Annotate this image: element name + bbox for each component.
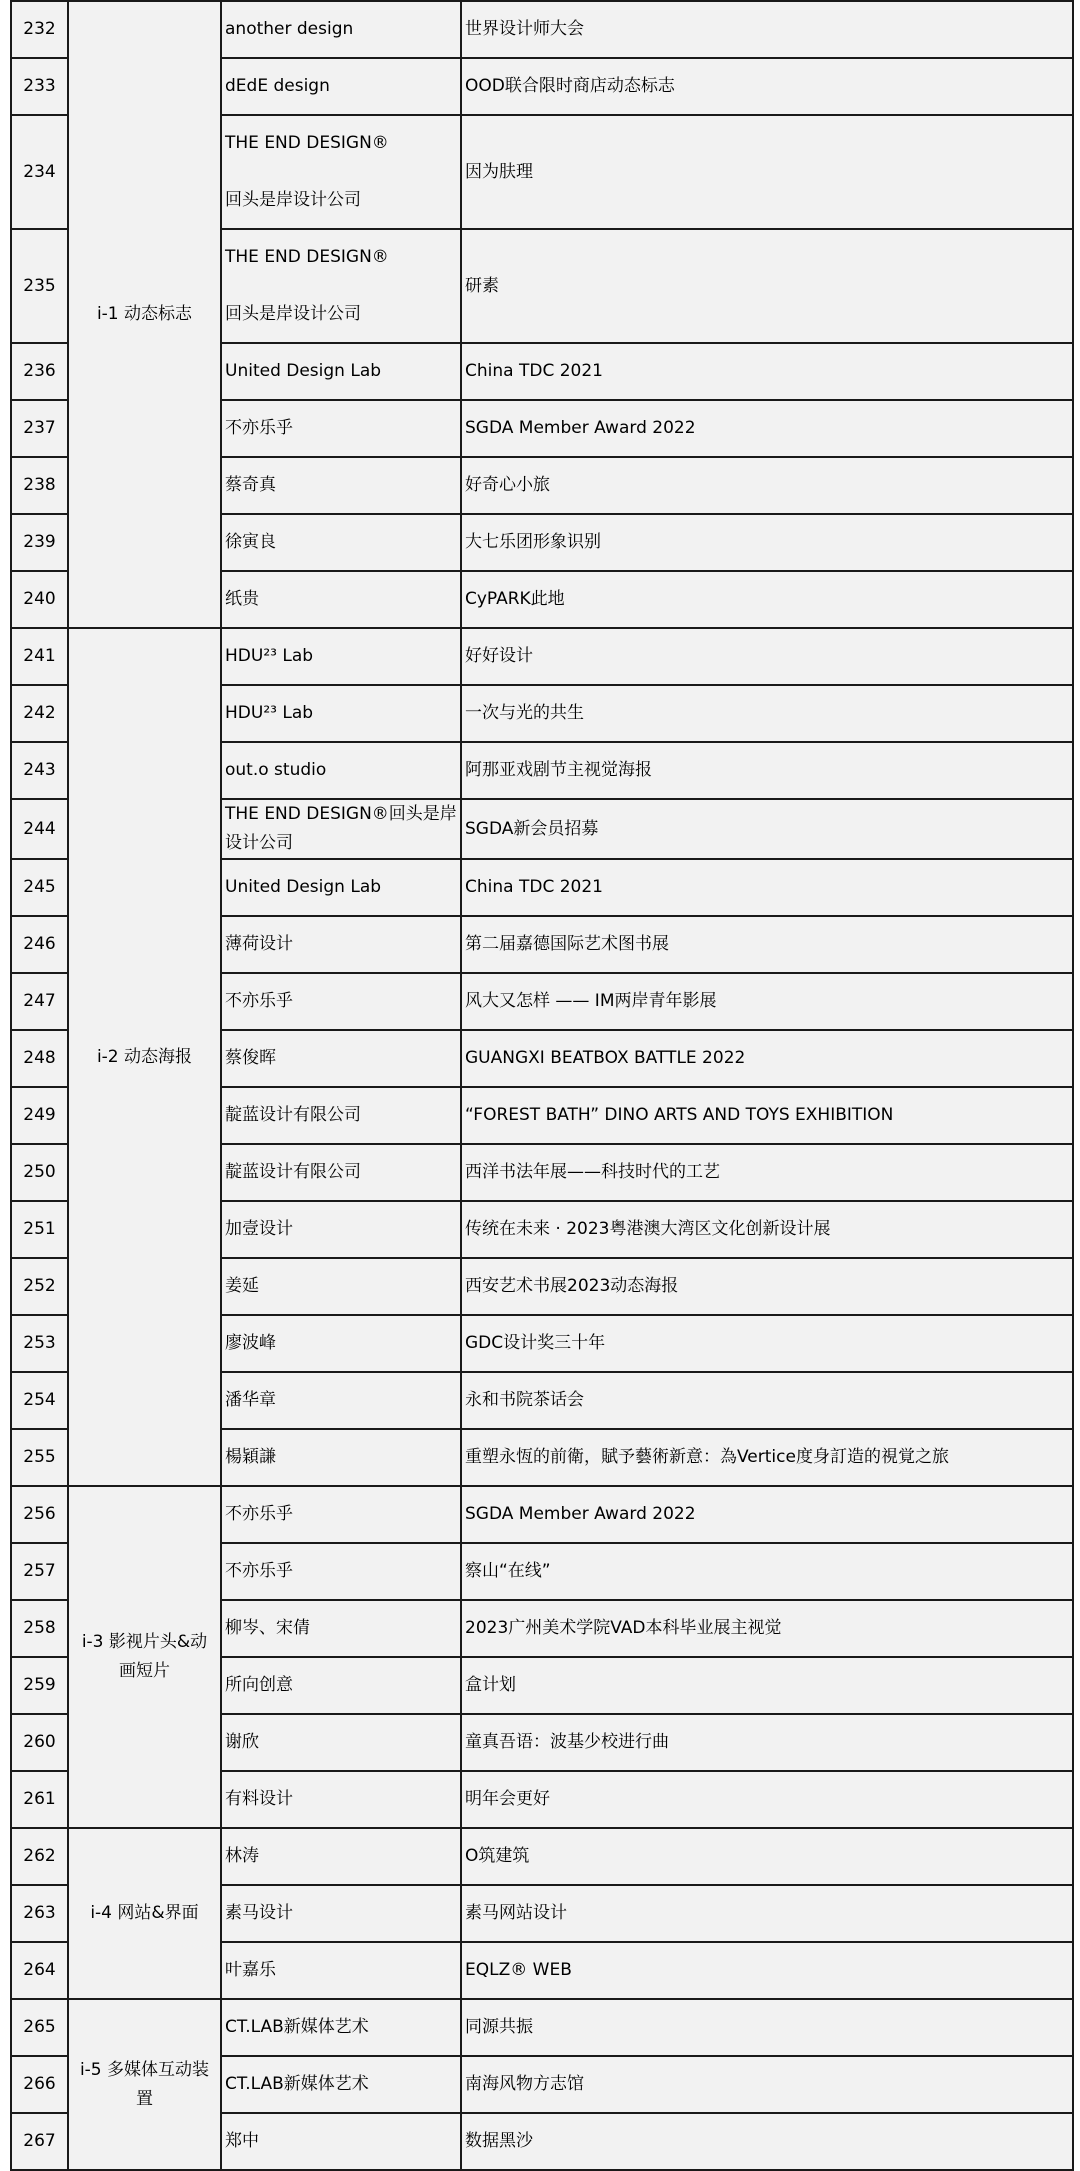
designer-name: 郑中 xyxy=(221,2113,461,2170)
designer-name xyxy=(221,229,461,343)
entry-number: 264 xyxy=(11,1942,68,1999)
work-title: OOD联合限时商店动态标志 xyxy=(461,58,1073,115)
designer-name: 姜延 xyxy=(221,1258,461,1315)
entry-number: 240 xyxy=(11,571,68,628)
entry-number: 236 xyxy=(11,343,68,400)
entry-number: 248 xyxy=(11,1030,68,1087)
entry-number: 256 xyxy=(11,1486,68,1543)
entry-number: 232 xyxy=(11,1,68,58)
entry-number: 257 xyxy=(11,1543,68,1600)
entry-number: 265 xyxy=(11,1999,68,2056)
work-title: O筑建筑 xyxy=(461,1828,1073,1885)
entry-number: 260 xyxy=(11,1714,68,1771)
entry-number: 246 xyxy=(11,916,68,973)
designer-name: 靛蓝设计有限公司 xyxy=(221,1144,461,1201)
work-title: China TDC 2021 xyxy=(461,343,1073,400)
designer-name: 纸贵 xyxy=(221,571,461,628)
designer-name: 所向创意 xyxy=(221,1657,461,1714)
work-title: SGDA Member Award 2022 xyxy=(461,1486,1073,1543)
designer-name: HDU²³ Lab xyxy=(221,685,461,742)
entry-number: 262 xyxy=(11,1828,68,1885)
work-title: 西安艺术书展2023动态海报 xyxy=(461,1258,1073,1315)
table-row xyxy=(11,1486,1073,1543)
entry-number: 233 xyxy=(11,58,68,115)
designer-name: another design xyxy=(221,1,461,58)
designer-name: 素马设计 xyxy=(221,1885,461,1942)
designer-name: 徐寅良 xyxy=(221,514,461,571)
designer-name: 薄荷设计 xyxy=(221,916,461,973)
entry-number: 234 xyxy=(11,115,68,229)
designer-name: 廖波峰 xyxy=(221,1315,461,1372)
entry-number: 239 xyxy=(11,514,68,571)
award-table-body xyxy=(11,1,1073,2170)
designer-name: HDU²³ Lab xyxy=(221,628,461,685)
entry-number: 267 xyxy=(11,2113,68,2170)
designer-name: 不亦乐乎 xyxy=(221,1543,461,1600)
designer-name: 加壹设计 xyxy=(221,1201,461,1258)
work-title: 永和书院茶话会 xyxy=(461,1372,1073,1429)
entry-number: 250 xyxy=(11,1144,68,1201)
entry-number: 253 xyxy=(11,1315,68,1372)
designer-name-line: 回头是岸设计公司 xyxy=(225,304,361,324)
designer-name: 楊穎謙 xyxy=(221,1429,461,1486)
work-title: 大七乐团形象识别 xyxy=(461,514,1073,571)
table-row xyxy=(11,1828,1073,1885)
category-label: i-5 多媒体互动装置 xyxy=(68,1999,221,2170)
entry-number: 247 xyxy=(11,973,68,1030)
entry-number: 254 xyxy=(11,1372,68,1429)
designer-name: 柳岑、宋倩 xyxy=(221,1600,461,1657)
entry-number: 235 xyxy=(11,229,68,343)
designer-name-line: THE END DESIGN® xyxy=(225,133,389,153)
work-title: 盒计划 xyxy=(461,1657,1073,1714)
table-row xyxy=(11,628,1073,685)
work-title: China TDC 2021 xyxy=(461,859,1073,916)
designer-name: United Design Lab xyxy=(221,859,461,916)
work-title: SGDA Member Award 2022 xyxy=(461,400,1073,457)
work-title: 第二届嘉德国际艺术图书展 xyxy=(461,916,1073,973)
category-label: i-3 影视片头&动画短片 xyxy=(68,1486,221,1828)
entry-number: 266 xyxy=(11,2056,68,2113)
designer-name: CT.LAB新媒体艺术 xyxy=(221,1999,461,2056)
category-label: i-4 网站&界面 xyxy=(68,1828,221,1999)
designer-name: 林涛 xyxy=(221,1828,461,1885)
designer-name: United Design Lab xyxy=(221,343,461,400)
entry-number: 237 xyxy=(11,400,68,457)
work-title: 2023广州美术学院VAD本科毕业展主视觉 xyxy=(461,1600,1073,1657)
designer-name: CT.LAB新媒体艺术 xyxy=(221,2056,461,2113)
entry-number: 259 xyxy=(11,1657,68,1714)
work-title: 好好设计 xyxy=(461,628,1073,685)
designer-name: 不亦乐乎 xyxy=(221,973,461,1030)
entry-number: 252 xyxy=(11,1258,68,1315)
designer-name-line: THE END DESIGN® xyxy=(225,247,389,267)
work-title: 一次与光的共生 xyxy=(461,685,1073,742)
category-label: i-1 动态标志 xyxy=(68,1,221,628)
designer-name: 不亦乐乎 xyxy=(221,1486,461,1543)
entry-number: 255 xyxy=(11,1429,68,1486)
work-title: “FOREST BATH” DINO ARTS AND TOYS EXHIBITION xyxy=(461,1087,1073,1144)
work-title: GUANGXI BEATBOX BATTLE 2022 xyxy=(461,1030,1073,1087)
work-title: 阿那亚戏剧节主视觉海报 xyxy=(461,742,1073,799)
work-title: GDC设计奖三十年 xyxy=(461,1315,1073,1372)
entry-number: 238 xyxy=(11,457,68,514)
work-title: 好奇心小旅 xyxy=(461,457,1073,514)
designer-name xyxy=(221,115,461,229)
work-title: EQLZ® WEB xyxy=(461,1942,1073,1999)
entry-number: 245 xyxy=(11,859,68,916)
designer-name: 蔡俊晖 xyxy=(221,1030,461,1087)
table-row xyxy=(11,1,1073,58)
work-title: 南海风物方志馆 xyxy=(461,2056,1073,2113)
work-title: 察山“在线” xyxy=(461,1543,1073,1600)
work-title: 素马网站设计 xyxy=(461,1885,1073,1942)
work-title: SGDA新会员招募 xyxy=(461,799,1073,859)
work-title: 同源共振 xyxy=(461,1999,1073,2056)
work-title: 世界设计师大会 xyxy=(461,1,1073,58)
designer-name: THE END DESIGN®回头是岸设计公司 xyxy=(221,799,461,859)
entry-number: 263 xyxy=(11,1885,68,1942)
designer-name: 靛蓝设计有限公司 xyxy=(221,1087,461,1144)
work-title: 数据黑沙 xyxy=(461,2113,1073,2170)
work-title: CyPARK此地 xyxy=(461,571,1073,628)
category-label: i-2 动态海报 xyxy=(68,628,221,1486)
designer-name: 潘华章 xyxy=(221,1372,461,1429)
work-title: 西洋书法年展——科技时代的工艺 xyxy=(461,1144,1073,1201)
entry-number: 241 xyxy=(11,628,68,685)
designer-name-line: 回头是岸设计公司 xyxy=(225,190,361,210)
entry-number: 258 xyxy=(11,1600,68,1657)
entry-number: 261 xyxy=(11,1771,68,1828)
designer-name: out.o studio xyxy=(221,742,461,799)
work-title: 研素 xyxy=(461,229,1073,343)
designer-name: 不亦乐乎 xyxy=(221,400,461,457)
entry-number: 249 xyxy=(11,1087,68,1144)
work-title: 童真吾语：波基少校进行曲 xyxy=(461,1714,1073,1771)
entry-number: 243 xyxy=(11,742,68,799)
designer-name: 谢欣 xyxy=(221,1714,461,1771)
award-table xyxy=(10,0,1074,2171)
designer-name: 叶嘉乐 xyxy=(221,1942,461,1999)
designer-name: 蔡奇真 xyxy=(221,457,461,514)
work-title: 因为肤理 xyxy=(461,115,1073,229)
work-title: 明年会更好 xyxy=(461,1771,1073,1828)
work-title: 传统在未来 · 2023粤港澳大湾区文化创新设计展 xyxy=(461,1201,1073,1258)
entry-number: 244 xyxy=(11,799,68,859)
designer-name: 有料设计 xyxy=(221,1771,461,1828)
entry-number: 242 xyxy=(11,685,68,742)
table-row xyxy=(11,1999,1073,2056)
designer-name: dEdE design xyxy=(221,58,461,115)
work-title: 风大又怎样 —— IM两岸青年影展 xyxy=(461,973,1073,1030)
work-title: 重塑永恆的前衛，賦予藝術新意：為Vertice度身訂造的視覚之旅 xyxy=(461,1429,1073,1486)
entry-number: 251 xyxy=(11,1201,68,1258)
